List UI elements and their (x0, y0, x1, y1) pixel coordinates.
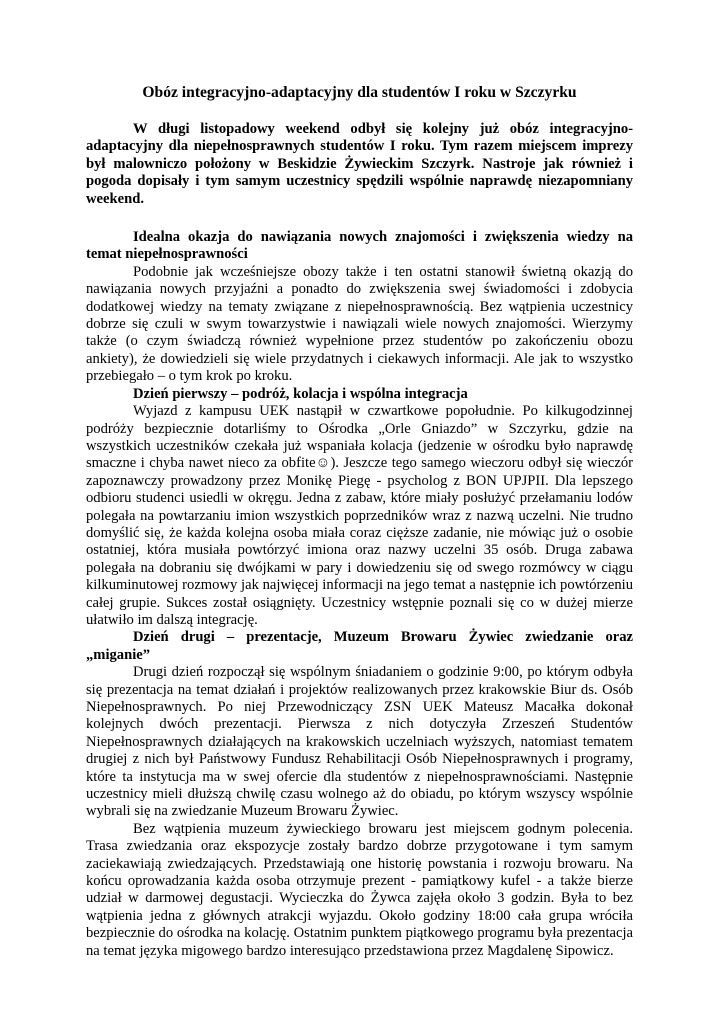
section-paragraph-day-two-first: Drugi dzień rozpoczął się wspólnym śniadaniem o godzinie 9:00, po którym odbyła się prezentacja na temat działań i projektów realizowanych przez krakowskie Biur ds. Osób Niepełnosprawnych. Po niej Przewodniczący ZSN UEK Mateusz Macałka dokonał kolejnych dwóch prezentacji. Pierwsza z nich dotyczyła Zrzeszeń Studentów Niepełnosprawnych działających na krakowskich uczelniach wyższych, natomiast tematem drugiej z nich był Państwowy Fundusz Rehabilitacji Osób Niepełnosprawnych i programy, które ta instytucja ma w swej ofercie dla studentów z niepełnosprawnościami. Następnie uczestnicy mieli dłuższą chwilę czasu wolnego aż do obiadu, po którym wszyscy wspólnie wybrali się na zwiedzanie Muzeum Browaru Żywiec. (86, 664, 633, 820)
section-paragraph-intro: Podobnie jak wcześniejsze obozy także i ten ostatni stanowił świetną okazją do nawiązania nowych przyjaźni a ponadto do zwiększenia swej świadomości i zdobycia dodatkowej wiedzy na tematy związane z niepełnosprawnością. Bez wątpienia uczestnicy dobrze się czuli w swym towarzystwie i nawiązali wiele nowych znajomości. Wierzymy także (o czym świadczą również wypełnione przez studentów po zakończeniu obozu ankiety), że dowiedzieli się wiele przydatnych i ciekawych informacji. Ale jak to wszystko przebiegało – o tym krok po kroku. (86, 263, 633, 385)
document-title: Obóz integracyjno-adaptacyjny dla studentów I roku w Szczyrku (142, 84, 577, 101)
lead-paragraph: W długi listopadowy weekend odbył się kolejny już obóz integracyjno-adaptacyjny dla niepełnosprawnych studentów I roku. Tym razem miejscem imprezy był malowniczo położony w Beskidzie Żywieckim Szczyrk. Nastroje jak również i pogoda dopisały i tym samym uczestnicy spędzili wspólnie naprawdę niezapomniany weekend. (86, 121, 633, 207)
section-paragraph-day-one: Wyjazd z kampusu UEK nastąpił w czwartkowe popołudnie. Po kilkugodzinnej podróży bezpiecznie dotarliśmy to Ośrodka „Orle Gniazdo” w Szczyrku, gdzie na wszystkich uczestników czekała już wspaniała kolacja (jedzenie w ośrodku było naprawdę smaczne i chyba nawet nieco za obfite☺). Jeszcze tego samego wieczoru odbył się wieczór zapoznawczy prowadzony przez Monikę Piegę - psycholog z BON UPJPII. Dla lepszego odbioru studenci usiedli w okręgu. Jedna z zabaw, które miały posłużyć przełamaniu lodów polegała na powtarzaniu imion wszystkich poprzedników wraz z nazwą uczelni. Nie trudno domyślić się, że każda kolejna osoba miała coraz cięższe zadanie, nie mówiąc już o osobie ostatniej, która musiała powtórzyć imiona oraz nazwy uczelni 35 osób. Druga zabawa polegała na dobraniu się dwójkami w pary i dowiedzeniu się od swego rozmówcy w ciągu kilkuminutowej rozmowy jak najwięcej informacji na jego temat a następnie ich powtórzeniu całej grupie. Sukces został osiągnięty. Uczestnicy wstępnie poznali się co w dużej mierze ułatwiło im dalszą integrację. (86, 403, 633, 628)
section-heading-niepelnosprawnosc: Idealna okazja do nawiązania nowych znajomości i zwiększenia wiedzy na temat niepełnosprawności (86, 229, 633, 263)
section-heading-day-one: Dzień pierwszy – podróż, kolacja i wspólna integracja (133, 385, 468, 402)
section-heading-day-two: Dzień drugi – prezentacje, Muzeum Browaru Żywiec zwiedzanie oraz „miganie” (86, 629, 633, 663)
section-paragraph-day-two-second: Bez wątpienia muzeum żywieckiego browaru jest miejscem godnym polecenia. Trasa zwiedzania oraz ekspozycje zostały bardzo dobrze przygotowane i tym samym zaciekawiają zwiedzających. Przedstawiają one historię powstania i rozwoju browaru. Na końcu oprowadzania każda osoba otrzymuje prezent - pamiątkowy kufel - a także bierze udział w darmowej degustacji. Wycieczka do Żywca zajęła około 3 godzin. Była to bez wątpienia jedna z głównych atrakcji wyjazdu. Około godziny 18:00 cała grupa wróciła bezpiecznie do ośrodka na kolację. Ostatnim punktem piątkowego programu była prezentacja na temat języka migowego bardzo interesująco przedstawiona przez Magdalenę Sipowicz. (86, 820, 633, 959)
